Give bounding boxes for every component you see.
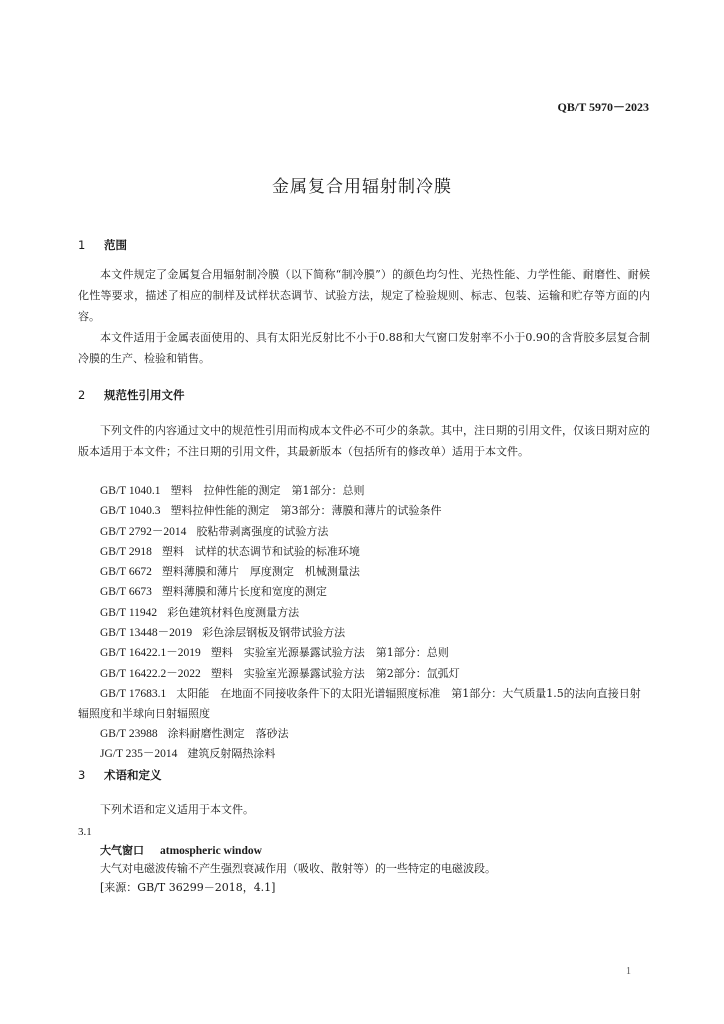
reference-code: GB/T 1040.3 [100,505,161,518]
reference-code: JG/T 235－2014 [100,747,178,760]
reference-item [78,562,650,582]
section-title: 术语和定义 [104,768,162,782]
terms-intro: 下列术语和定义适用于本文件。 [100,803,254,816]
reference-title: 塑料薄膜和薄片 厚度测定 机械测量法 [161,565,360,579]
reference-code: GB/T 11942 [100,606,158,619]
reference-list [78,481,650,764]
section-number: 2 [78,388,86,402]
section-heading-normative-refs [78,387,185,403]
reference-item [78,481,650,501]
reference-code: GB/T 6672 [100,566,152,579]
reference-item [78,501,650,521]
reference-item [78,603,650,623]
reference-item [78,664,650,684]
term-source: [来源：GB/T 36299－2018，4.1] [100,881,276,894]
standard-code: QB/T 5970－2023 [557,100,649,114]
scope-paragraph-2: 本文件适用于金属表面使用的、具有太阳光反射比不小于0.88和大气窗口发射率不小于0.90的含背胶多层复合制冷膜的生产、检验和销售。 [78,331,650,365]
scope-paragraph-1: 本文件规定了金属复合用辐射制冷膜（以下简称“制冷膜”）的颜色均匀性、光热性能、力学性能、耐磨性、耐候化性等要求，描述了相应的制样及试样状态调节、试验方法，规定了检验规则、标志、包装、运输和贮存等方面的内容。 [78,268,650,323]
reference-title: 建筑反射隔热涂料 [187,746,276,760]
reference-title: 涂料耐磨性测定 落砂法 [167,726,289,740]
reference-code: GB/T 16422.1－2019 [100,647,201,660]
reference-item [78,623,650,643]
reference-code: GB/T 6673 [100,586,152,599]
reference-item [78,542,650,562]
reference-title: 塑料薄膜和薄片长度和宽度的测定 [161,585,327,599]
section-number: 3 [78,768,86,782]
reference-title: 彩色涂层钢板及钢带试验方法 [202,626,346,640]
reference-code: GB/T 13448－2019 [100,627,193,640]
reference-title: 塑料拉伸性能的测定 第3部分：薄膜和薄片的试验条件 [170,504,442,518]
term-heading [100,842,262,858]
reference-title: 胶粘带剥离强度的试验方法 [196,524,329,538]
term-zh: 大气窗口 [100,844,144,857]
reference-title: 塑料 实验室光源暴露试验方法 第1部分：总则 [210,646,449,660]
normative-refs-intro: 下列文件的内容通过文中的规范性引用而构成本文件必不可少的条款。其中，注日期的引用文件，仅该日期对应的版本适用于本文件；不注日期的引用文件，其最新版本（包括所有的修改单）适用于本文件。 [78,424,650,458]
reference-code: GB/T 2792－2014 [100,525,187,538]
reference-item [78,643,650,663]
reference-code: GB/T 23988 [100,727,158,740]
term-en: atmospheric window [160,845,262,857]
section-number: 1 [78,238,86,252]
section-title: 范围 [104,238,127,252]
reference-item [78,684,650,724]
section-heading-scope [78,237,127,253]
reference-code: GB/T 16422.2－2022 [100,667,201,680]
reference-title: 太阳能 在地面不同接收条件下的太阳光谱辐照度标准 第1部分：大气质量1.5的法向直接日射辐照度和半球向日射辐照度 [78,686,641,721]
reference-title: 彩色建筑材料色度测量方法 [167,605,300,619]
term-number: 3.1 [78,826,92,838]
reference-item [78,744,650,764]
section-heading-terms [78,767,162,783]
reference-code: GB/T 1040.1 [100,485,161,497]
reference-item [78,724,650,744]
reference-title: 塑料 试样的状态调节和试验的标准环境 [161,544,360,558]
page-number: 1 [626,966,631,977]
reference-code: GB/T 2918 [100,545,152,558]
document-title: 金属复合用辐射制冷膜 [272,177,452,197]
section-title: 规范性引用文件 [104,388,185,402]
reference-code: GB/T 17683.1 [100,687,167,700]
term-definition: 大气对电磁波传输不产生强烈衰减作用（吸收、散射等）的一些特定的电磁波段。 [100,862,496,875]
reference-item [78,582,650,602]
reference-item [78,522,650,542]
reference-title: 塑料 拉伸性能的测定 第1部分：总则 [170,484,365,497]
reference-title: 塑料 实验室光源暴露试验方法 第2部分：氙弧灯 [210,666,460,680]
